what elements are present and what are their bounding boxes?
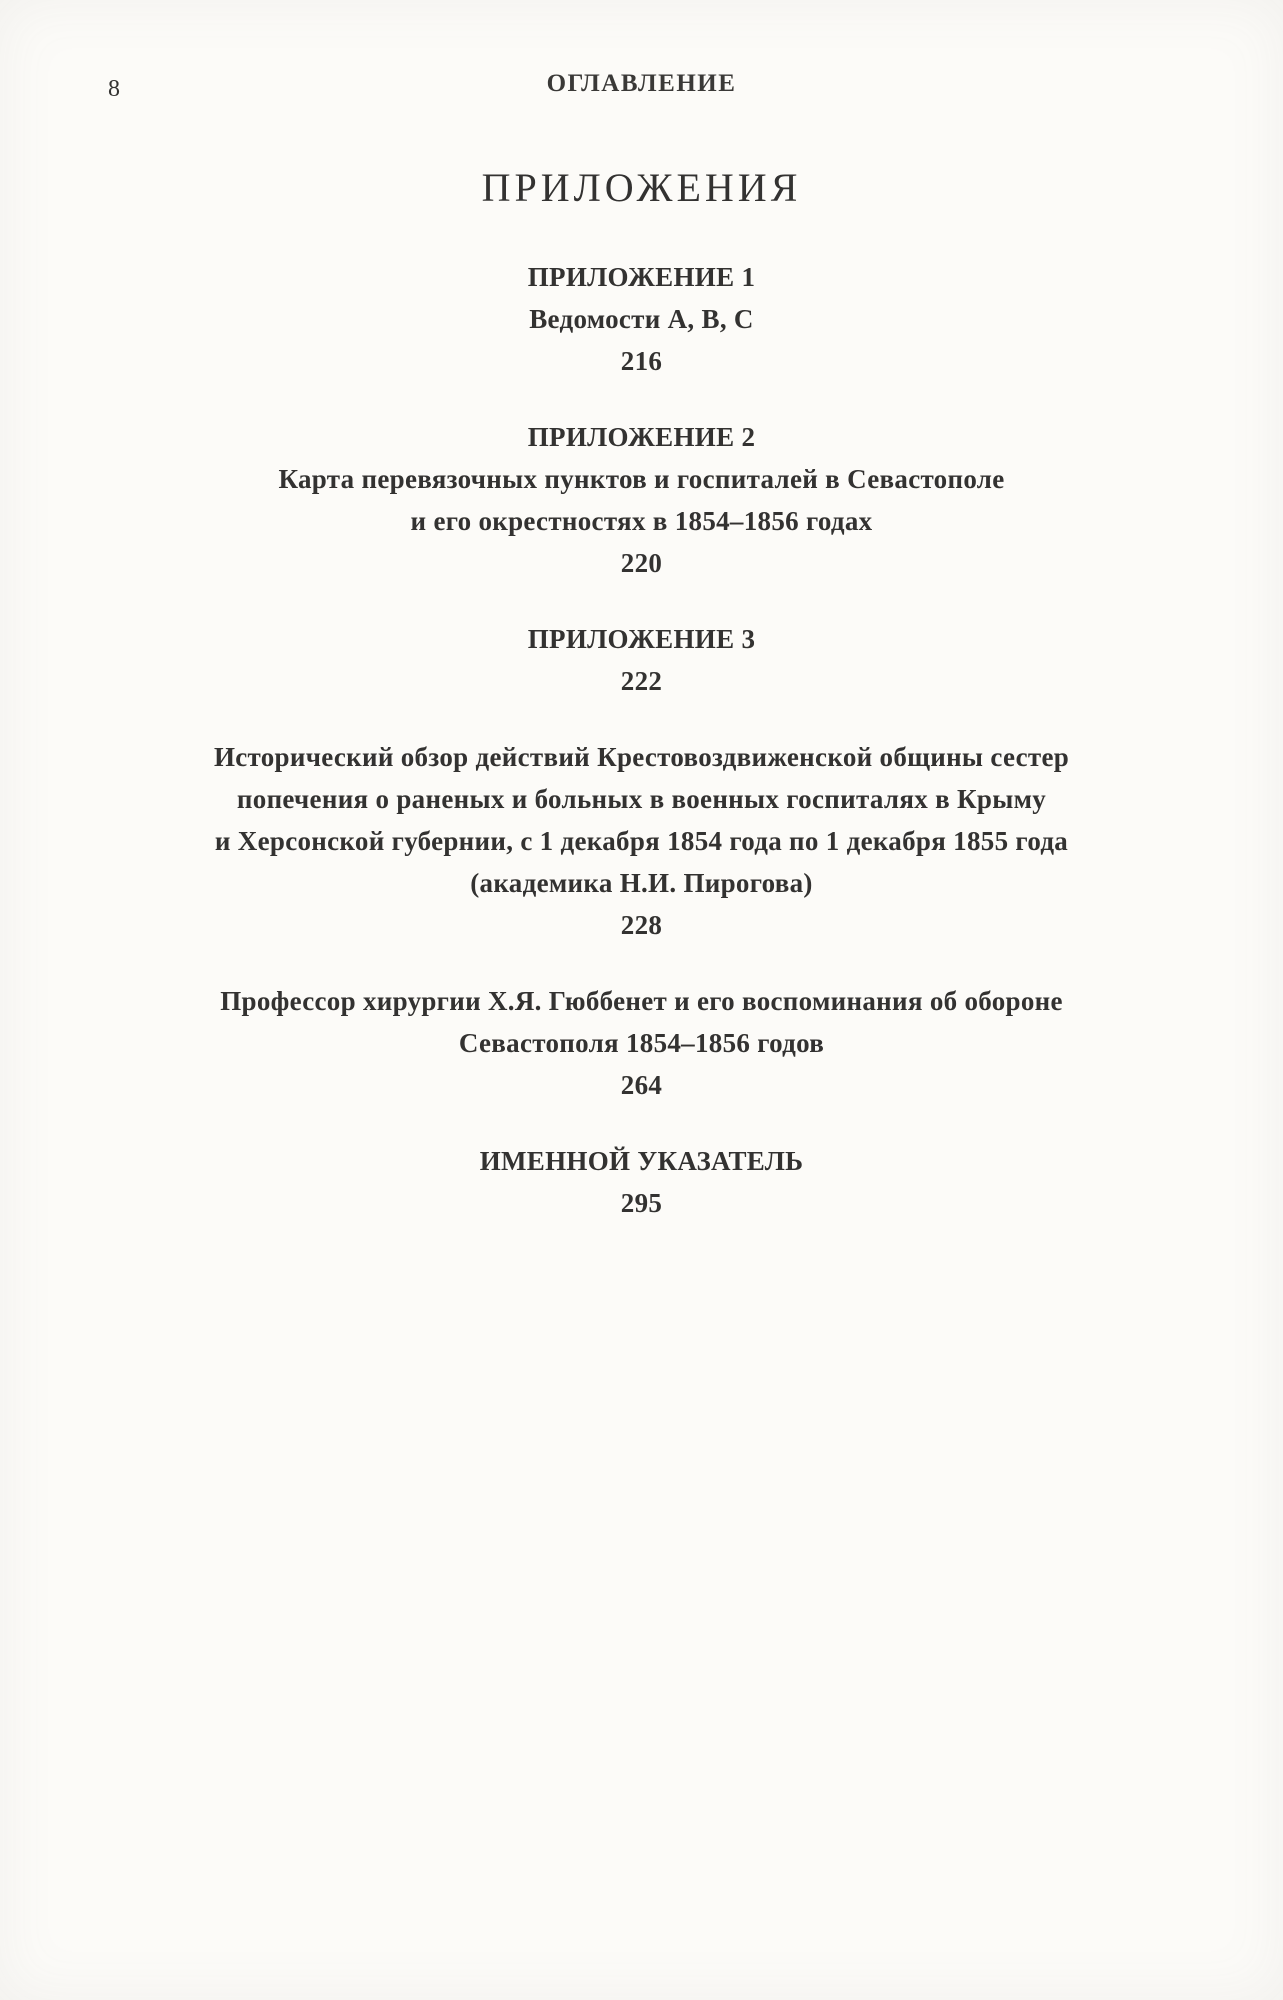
toc-entry-historical-overview <box>0 736 1283 946</box>
toc-entry-professor-memoirs <box>0 980 1283 1106</box>
toc-entry-line: Ведомости А, В, С <box>529 304 754 334</box>
toc-entry-line: Севастополя 1854–1856 годов <box>458 1028 825 1058</box>
page-number: 8 <box>108 76 121 102</box>
toc-entry-name-index <box>0 1140 1283 1224</box>
toc-entry-page-number: 264 <box>620 1070 663 1100</box>
running-head: ОГЛАВЛЕНИЕ <box>546 70 737 97</box>
toc-entry-page-number: 222 <box>620 666 663 696</box>
toc-entry-page-number: 228 <box>620 910 663 940</box>
toc-entry-page-number: 295 <box>620 1188 663 1218</box>
section-title: ПРИЛОЖЕНИЯ <box>481 165 802 210</box>
toc-entry-appendix-1 <box>0 256 1283 382</box>
toc-entry-line: Исторический обзор действий Крестовоздвиженской общины сестер <box>213 742 1070 772</box>
toc-entry-heading: ПРИЛОЖЕНИЕ 3 <box>527 624 756 654</box>
toc-entry-heading: ИМЕННОЙ УКАЗАТЕЛЬ <box>479 1146 804 1176</box>
toc-entry-line: Профессор хирургии Х.Я. Гюббенет и его воспоминания об обороне <box>220 986 1063 1016</box>
table-of-contents <box>0 162 1283 1258</box>
toc-entry-line: и Херсонской губернии, с 1 декабря 1854 года по 1 декабря 1855 года <box>214 826 1069 856</box>
toc-entry-appendix-3 <box>0 618 1283 702</box>
toc-entry-heading: ПРИЛОЖЕНИЕ 1 <box>527 262 756 292</box>
toc-entry-page-number: 220 <box>620 548 663 578</box>
toc-entry-page-number: 216 <box>620 346 663 376</box>
toc-entry-line: попечения о раненых и больных в военных госпиталях в Крыму <box>236 784 1047 814</box>
toc-entry-line: (академика Н.И. Пирогова) <box>470 868 813 898</box>
toc-entry-line: и его окрестностях в 1854–1856 годах <box>410 506 873 536</box>
toc-entry-line: Карта перевязочных пунктов и госпиталей в Севастополе <box>278 464 1005 494</box>
toc-entry-heading: ПРИЛОЖЕНИЕ 2 <box>527 422 756 452</box>
page-header <box>0 70 1283 110</box>
toc-entry-appendix-2 <box>0 416 1283 584</box>
